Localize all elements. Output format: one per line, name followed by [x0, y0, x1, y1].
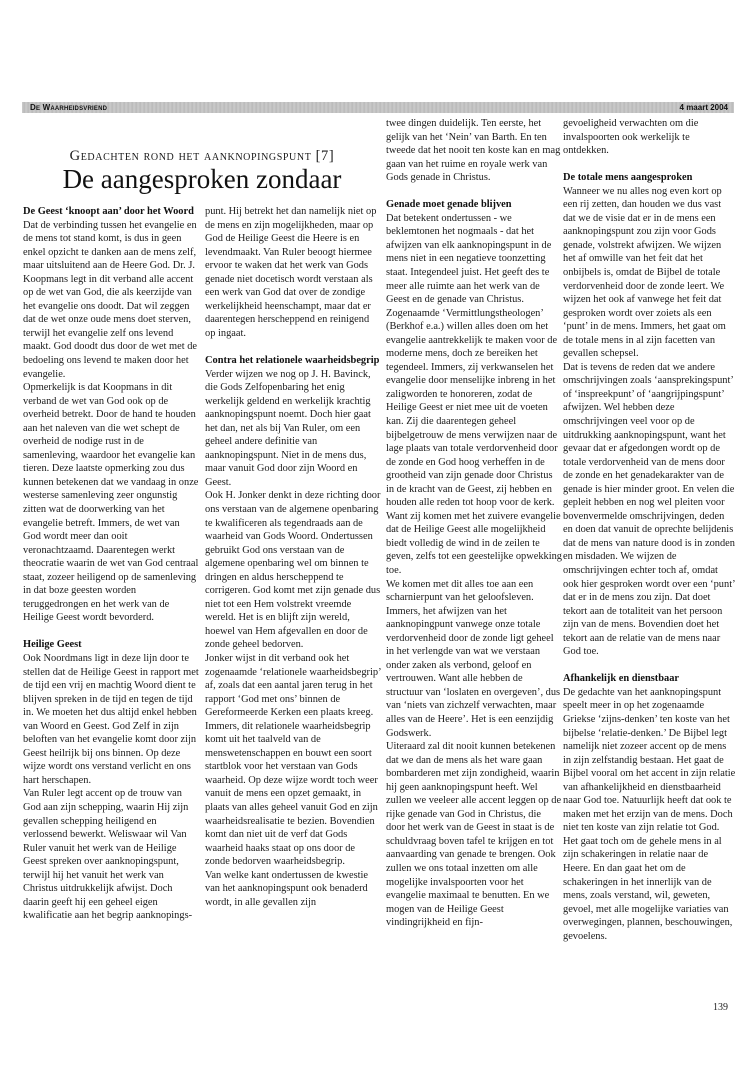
paragraph: Ook Noordmans ligt in deze lijn door te stellen dat de Heilige Geest in rapport met de tijd een vrij en machtig Woord dient te blijven spreken in de tijd en tegen de tijd in. We moeten het dus altijd enkel hebben van Woord en Geest. God Zelf in zijn beloften van het evangelie komt door zijn Geest heilrijk bij ons binnen. Op deze wijze wordt ons verstand verlicht en ons hart herschapen.	[23, 653, 199, 786]
paragraph: Dat is tevens de reden dat we andere omschrijvingen zoals ‘aansprekingspunt’ of ‘inspreekpunt’ of ‘aangrijpingspunt’ afwijzen. Wel hebben deze omschrijvingen veel voor op de uitdrukking aanknopingspunt, want het gevaar dat er afgedongen wordt op de totale verdorvenheid van de mens door de zonde en het genadekarakter van de genade is hier minder groot. En velen die gepleit hebben en nog wel pleiten voor bovenvermelde omschrijvingen, deden en doen dat vanuit de oprechte belijdenis dat de mens van nature dood is in zonden en misdaden. We wijzen de omschrijvingen echter toch af, omdat ook hier gesproken wordt over een ‘punt’ dat er in de mens zou zijn. Dat doet tekort aan de totaliteit van het persoon zijn van de mens. Bovendien doet het tekort aan de relatie van de mens naar God toe.	[563, 361, 735, 658]
paragraph: Van welke kant ondertussen de kwestie van het aanknopingspunt ook benaderd wordt, in alle gevallen zijn	[205, 869, 369, 908]
paragraph: punt. Hij betrekt het dan namelijk niet op de mens en zijn mogelijkheden, maar op God de Heilige Geest die Heere is en levendmaakt. Van Ruler beoogt hiermee ervoor te waken dat het werk van Gods genade niet docetisch wordt verstaan als een werk van God dat over de zondige werkelijkheid heenschampt, maar dat er daarentegen herscheppend en reinigend op ingaat.	[205, 206, 377, 339]
page-number: 139	[713, 1002, 728, 1013]
article-title: De aangesproken zondaar	[62, 164, 342, 194]
column-3	[386, 117, 562, 930]
paragraph: Jonker wijst in dit verband ook het zogenaamde ‘relationele waarheidsbegrip’ af, zoals dat een aantal jaren terug in het rapport ‘God met ons’ binnen de Gereformeerde Kerken een plaats kreeg. Immers, dit relationele waarheidsbegrip komt uit het taalveld van de menswetenschappen en bouwt een soort startblok voor het verstaan van Gods waarheid. Op deze wijze wordt toch weer vanuit de mens een opzet gemaakt, in plaats van alles geheel vanuit God en zijn waarheidsrealisatie te bezien. Bovendien komt dan niet uit de verf dat Gods waarheid haaks staat op ons door de zonde bedorven waarheidsbegrip.	[205, 653, 381, 868]
paragraph: De gedachte van het aanknopingspunt speelt meer in op het zogenaamde Griekse ‘zijns-denken’ ten koste van het bijbelse ‘relatie-denken.’ De Bijbel legt namelijk niet zozeer accent op de mens in zijn zelfstandig bestaan. Het gaat de Bijbel vooral om het accent in zijn relatie van afhankelijkheid en dienstbaarheid naar God toe. Natuurlijk heeft dat ook te maken met het erzijn van de mens. Doch niet ten koste van zijn relatie tot God. Het gaat toch om de gehele mens in al zijn schakeringen in relatie naar de Heere. En dan gaat het om de schakeringen in het innerlijk van de mens, zoals verstand, wil, geweten, gevoel, met alle mogelijke variaties van overwegingen, plannen, beschouwingen, gevoelens.	[563, 686, 736, 942]
paragraph: We komen met dit alles toe aan een scharnierpunt van het geloofsleven. Immers, het afwijzen van het aanknopingpunt vanwege onze totale verdorvenheid door de zonde ligt geheel in het verlengde van wat we verstaan onder zaken als verbond, geloof en vertrouwen. Want alle hebben de structuur van ‘loslaten en overgeven’, dus van ‘niets van zichzelf verwachten, maar alles van de Heere’. Het is een eenzijdig Godswerk.	[386, 578, 561, 739]
series-kicker: Gedachten rond het aanknopingspunt [7]	[69, 148, 335, 164]
column-1	[23, 205, 199, 923]
section-heading: Heilige Geest	[23, 639, 82, 651]
paragraph: Dat betekent ondertussen - we beklemtonen het nogmaals - dat het afwijzen van elk aanknopingspunt in de mens niet in een negatieve toonzetting staat. Integendeel juist. Het geeft des te meer alle ruimte aan het werk van de Geest en de genade van Christus. Zogenaamde ‘Vermittlungstheologen’ (Berkhof e.a.) willen alles doen om het evangelie aantrekkelijk te maken voor de moderne mens, doch ze bereiken het tegendeel. Immers, zij verkwanselen het evangelie door menselijke inbreng in het zaligworden te honoreren, zodat de Heilige Geest er niet mee uit de voeten kan. Zij die daarentegen geheel bijbelgetrouw de mens verwijzen naar de lage plaats van totale verdorvenheid door de zonde en God hoog verheffen in de grootheid van zijn genade door Christus in de kracht van de Geest, zij hebben en houden alle reden tot hoop voor de kerk. Want zij komen met het zuivere evangelie dat de Heilige Geest alle mogelijkheid biedt volledig de wind in de zeilen te geven, zelfs tot een geestelijke opwekking toe.	[386, 212, 563, 576]
issue-date: 4 maart 2004	[679, 103, 728, 112]
paragraph: Van Ruler legt accent op de trouw van God aan zijn schepping, waarin Hij zijn gevallen schepping heiligend en verlossend bewerkt. Weliswaar wil Van Ruler vanuit het werk van de Heilige Geest spreken over aanknopingspunt, terwijl hij het vanuit het werk van Christus uitdrukkelijk afwijst. Doch daarin geeft hij een geheel eigen kwalificatie aan het begrip aanknopings-	[23, 788, 193, 922]
section-heading: De Geest ‘knoopt aan’ door het Woord	[23, 206, 194, 217]
column-4	[563, 117, 736, 943]
paragraph: Opmerkelijk is dat Koopmans in dit verband de wet van God ook op de overheid betrekt. Door de hand te houden aan het naleven van die wet schept de overheid de nodige rust in de samenleving, waardoor het evangelie kan tieren. Deze laatste opmerking zou dus kunnen betekenen dat we vandaag in onze westerse samenleving zeer ongunstig zitten wat de doorwerking van het evangelie betreft. Immers, de wet van God wordt meer dan ooit veronachtzaamd. Daarentegen werkt theocratie waarin de wet van God centraal staat, zozeer heiligend op de samenleving in dat boze geesten worden teruggedrongen en het werk van de Heilige Geest wordt bevorderd.	[23, 382, 199, 624]
column-2	[205, 205, 381, 909]
section-heading: Afhankelijk en dienstbaar	[563, 673, 680, 685]
publication-name: De Waarheidsvriend	[30, 103, 108, 112]
paragraph: gevoeligheid verwachten om die invalspoorten ook werkelijk te ontdekken.	[563, 118, 699, 157]
section-heading: Genade moet genade blijven	[386, 199, 512, 211]
paragraph: Wanneer we nu alles nog even kort op een rij zetten, dan houden we dus vast dat we de visie dat er in de mens een aanknopingspunt zou zijn voor Gods genade, volstrekt afwijzen. We wijzen het af omwille van het feit dat het onbijbels is, omdat de Bijbel de totale verdorvenheid door de zonde leert. We wijzen het ook af vanwege het feit dat gesproken wordt over zoiets als een ‘punt’ in de mens. Immers, het gaat om de totale mens in al zijn facetten van gevallen schepsel.	[563, 185, 726, 360]
section-heading: Contra het relationele waarheidsbegrip	[205, 354, 380, 366]
paragraph: Ook H. Jonker denkt in deze richting door ons verstaan van de algemene openbaring te kwalificeren als tegendraads aan de waarheid van Gods Woord. Ondertussen gebruikt God ons verstaan van de algemene openbaring wel om binnen te dringen en aldus herscheppend te corrigeren. God komt met zijn genade dus niet tot een Hem volstrekt vreemde wereld. Het is en blijft zijn wereld, hoewel van Hem afgevallen en door de zonde geheel bedorven.	[205, 490, 381, 651]
paragraph: Uiteraard zal dit nooit kunnen betekenen dat we dan de mens als het ware gaan bombarderen met zijn zondigheid, waarin hij geen aanknopingspunt heeft. Wel zullen we veeleer alle accent leggen op de rijke genade van God in Christus, die door het werk van de Geest in staat is de schuldvraag boven tafel te krijgen en tot aanvaarding van genade te brengen. Ook zullen we ons totaal inzetten om alle mogelijke invalspoorten voor het evangelie maximaal te benutten. En we mogen van de Heilige Geest vindingrijkheid en fijn-	[386, 741, 562, 929]
paragraph: Dat de verbinding tussen het evangelie en de mens tot stand komt, is dus in geen enkel opzicht te danken aan de mens zelf, maar uitsluitend aan de Heere God. Dr. J. Koopmans legt in dit verband alle accent op de wet van God, die als keerzijde van het evangelie ons doodt. Dat wil zeggen dat de wet onze oude mens doet sterven, terwijl het evangelie zelf ons levend maakt. God doodt dus door de wet met de bedoeling ons levend te maken door het evangelie.	[23, 219, 198, 380]
paragraph: twee dingen duidelijk. Ten eerste, het gelijk van het ‘Nein’ van Barth. En ten tweede dat het nooit ten koste kan en mag gaan van het ruime en royale werk van Gods genade in Christus.	[386, 118, 561, 184]
section-heading: De totale mens aangesproken	[563, 172, 693, 184]
paragraph: Verder wijzen we nog op J. H. Bavinck, die Gods Zelfopenbaring het enig werkelijk geldend en werkelijk krachtig aanknopingspunt noemt. Doch hier gaat het dan, net als bij Van Ruler, om een geheel andere definitie van aanknopingspunt. Niet in de mens dus, maar vanuit God door zijn Woord en Geest.	[205, 368, 371, 488]
running-header	[22, 102, 734, 113]
